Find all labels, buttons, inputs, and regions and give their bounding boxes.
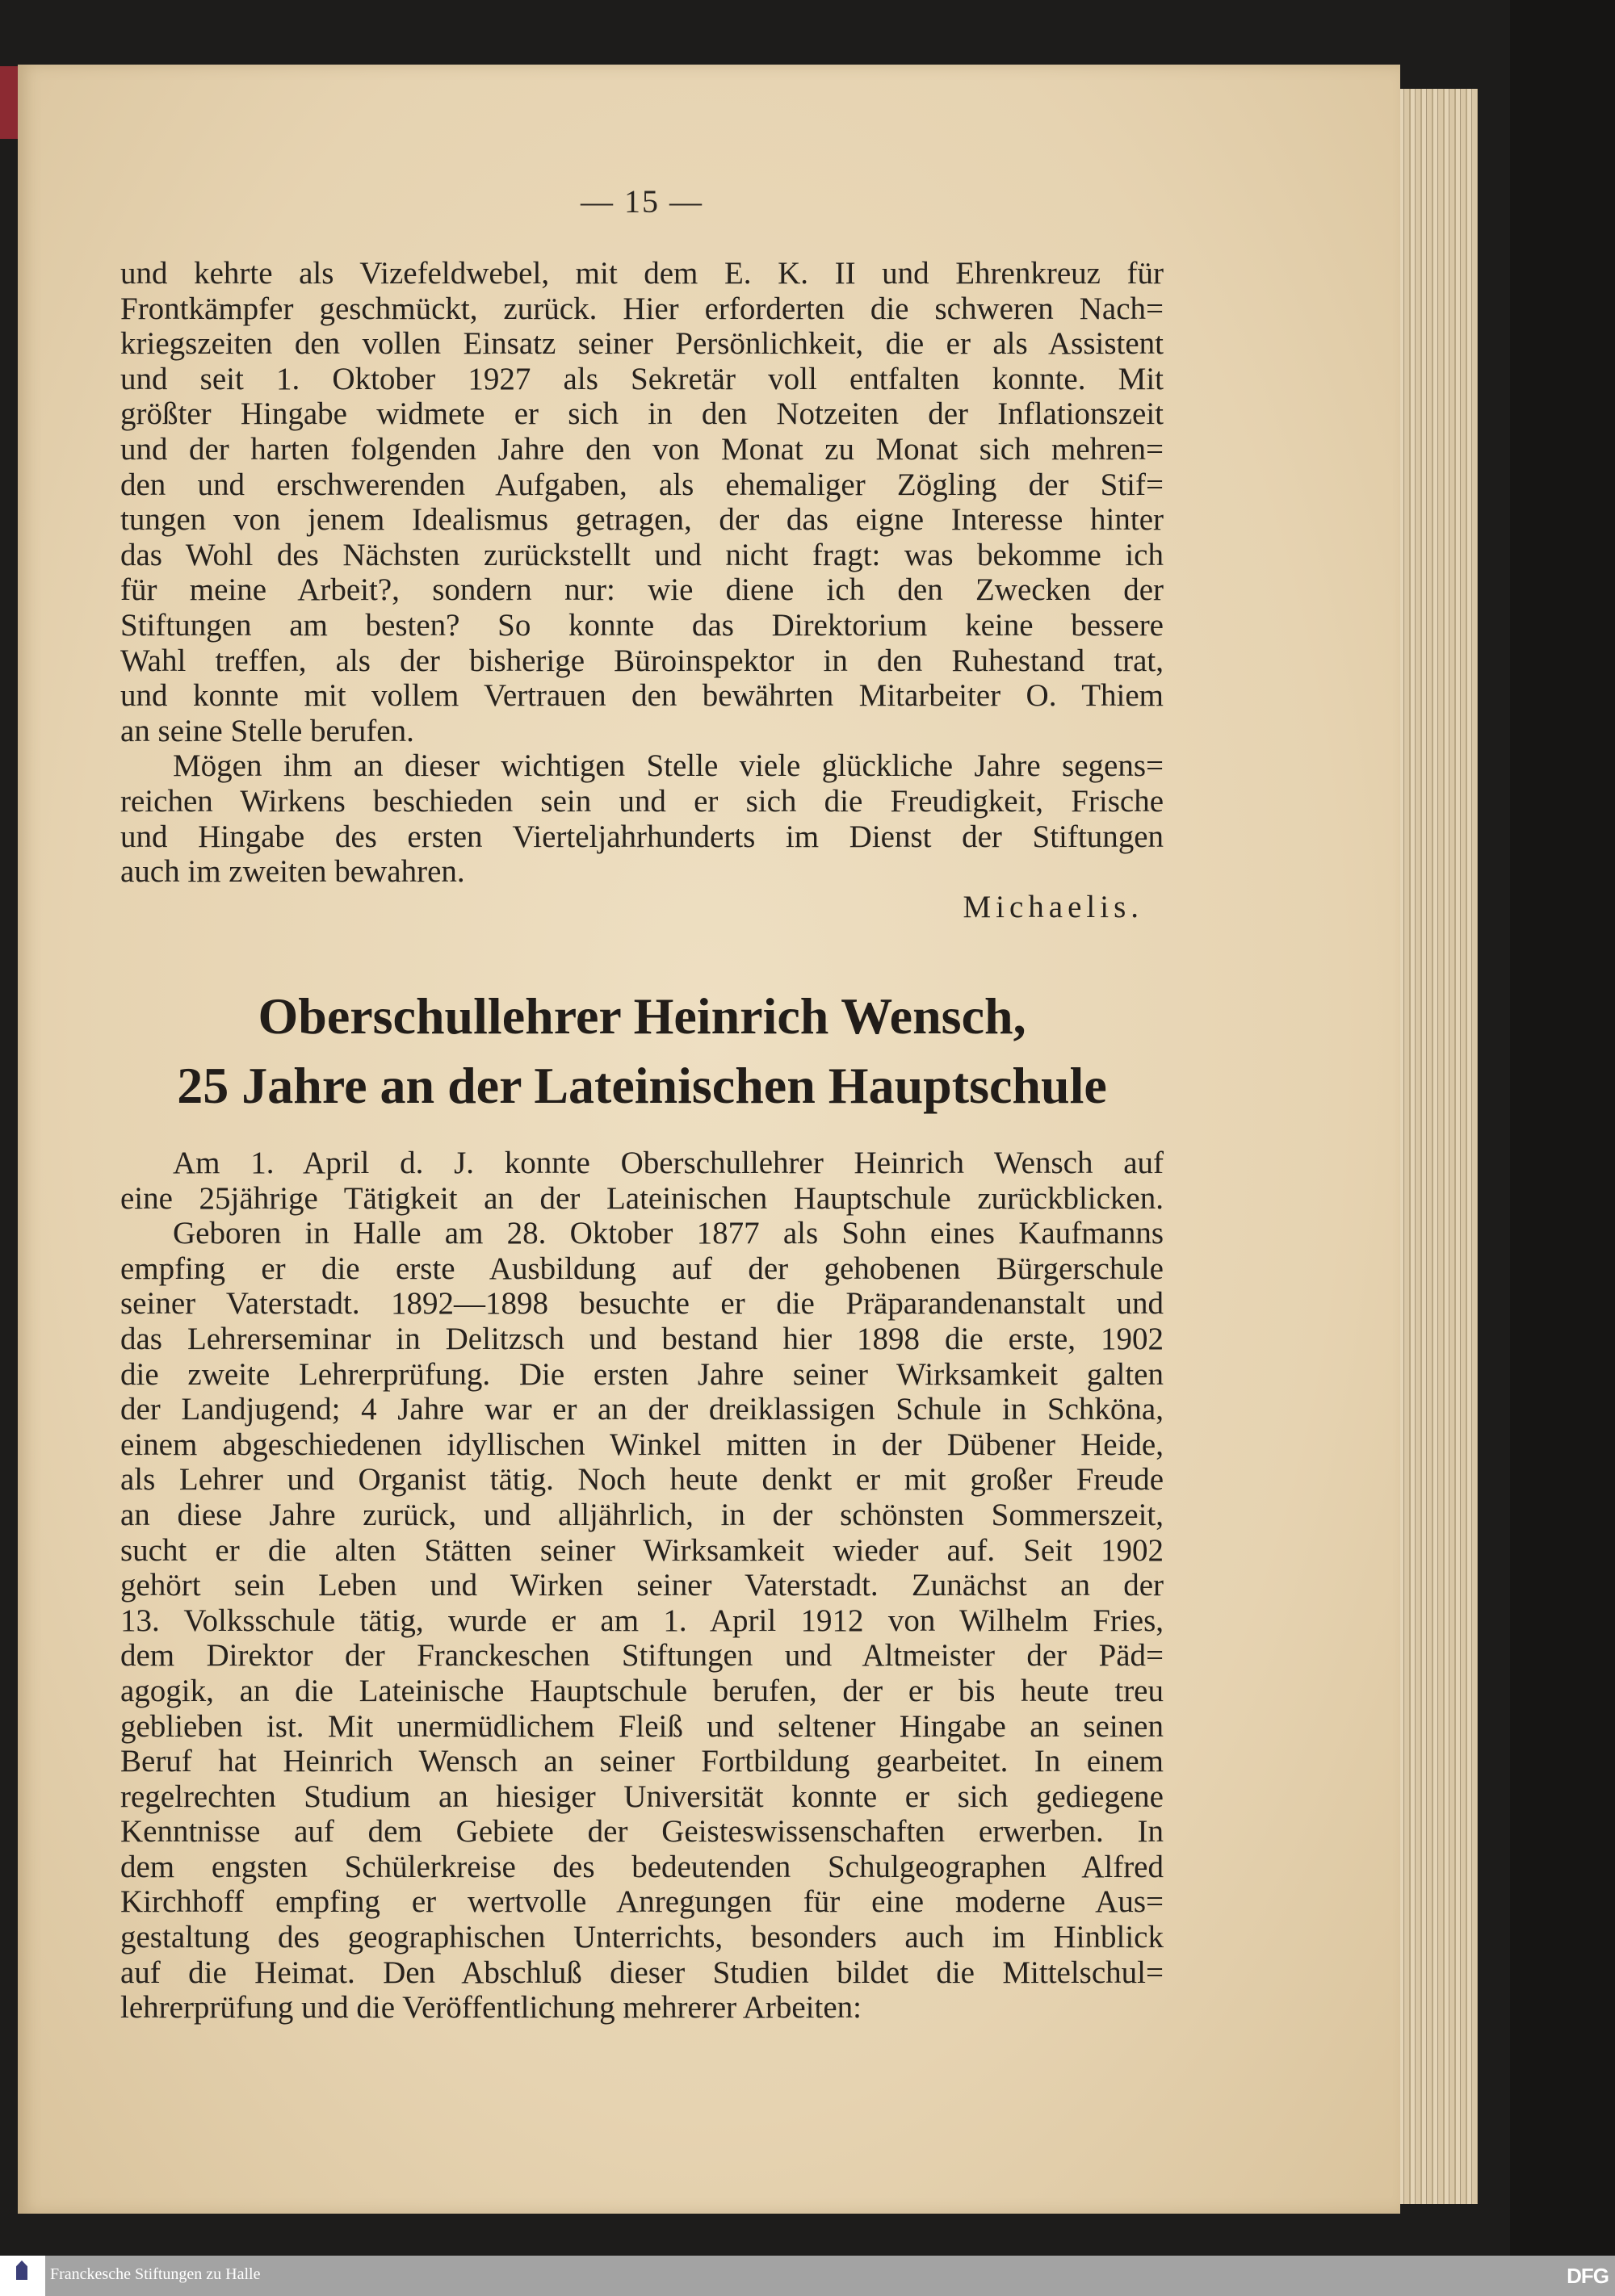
text-line: tungen von jenem Idealismus getragen, der das eigne Interesse hinter [120, 502, 1164, 538]
text-line: der Landjugend; 4 Jahre war er an der dreiklassigen Schule in Schköna, [120, 1392, 1164, 1427]
text-line: geblieben ist. Mit unermüdlichem Fleiß und seltener Hingabe an seinen [120, 1708, 1164, 1744]
dfg-logo[interactable]: DFG [1567, 2264, 1609, 2288]
page-number: — 15 — [581, 183, 703, 220]
footer-bar [0, 2256, 1615, 2296]
text-line: reichen Wirkens beschieden sein und er sich die Freudigkeit, Frische [120, 783, 1164, 819]
text-line: die zweite Lehrerprüfung. Die ersten Jahre seiner Wirksamkeit galten [120, 1356, 1164, 1392]
text-line: 13. Volksschule tätig, wurde er am 1. April 1912 von Wilhelm Fries, [120, 1603, 1164, 1638]
article-michaelis-text [120, 256, 1164, 924]
text-line: Beruf hat Heinrich Wensch an seiner Fortbildung gearbeitet. In einem [120, 1744, 1164, 1779]
text-line: empfing er die erste Ausbildung auf der gehobenen Bürgerschule [120, 1251, 1164, 1286]
text-line: seiner Vaterstadt. 1892—1898 besuchte er die Präparandenanstalt und [120, 1286, 1164, 1322]
text-line: Stiftungen am besten? So konnte das Direktorium keine bessere [120, 607, 1164, 643]
text-line: das Wohl des Nächsten zurückstellt und nicht fragt: was bekomme ich [120, 537, 1164, 572]
text-line: eine 25jährige Tätigkeit an der Lateinischen Hauptschule zurückblicken. [120, 1180, 1164, 1216]
page-edges [1393, 89, 1478, 2204]
text-line: und seit 1. Oktober 1927 als Sekretär voll entfalten konnte. Mit [120, 361, 1164, 396]
text-line: Mögen ihm an dieser wichtigen Stelle viele glückliche Jahre segens= [173, 748, 1164, 784]
text-line: den und erschwerenden Aufgaben, als ehemaliger Zögling der Stif= [120, 467, 1164, 502]
text-line: Kirchhoff empfing er wertvolle Anregungen für eine moderne Aus= [120, 1884, 1164, 1920]
text-line: regelrechten Studium an hiesiger Universität konnte er sich gediegene [120, 1779, 1164, 1814]
text-line: und Hingabe des ersten Vierteljahrhunderts im Dienst der Stiftungen [120, 819, 1164, 854]
text-line: das Lehrerseminar in Delitzsch und bestand hier 1898 die erste, 1902 [120, 1321, 1164, 1356]
text-line: gestaltung des geographischen Unterrichts, besonders auch im Hinblick [120, 1920, 1164, 1955]
article-heading [120, 982, 1164, 1121]
text-line: für meine Arbeit?, sondern nur: wie diene ich den Zwecken der [120, 572, 1164, 608]
franckesche-stiftungen-logo-icon[interactable] [0, 2256, 45, 2296]
article-wensch-text [120, 1146, 1164, 2026]
text-line: als Lehrer und Organist tätig. Noch heute denkt er mit großer Freude [120, 1462, 1164, 1498]
heading-line-1: Oberschullehrer Heinrich Wensch, [258, 987, 1026, 1045]
text-line: einem abgeschiedenen idyllischen Winkel mitten in der Dübener Heide, [120, 1427, 1164, 1462]
text-line: kriegszeiten den vollen Einsatz seiner Persönlichkeit, die er als Assistent [120, 326, 1164, 362]
text-line: lehrerprüfung und die Veröffentlichung mehrerer Arbeiten: [120, 1990, 862, 2026]
text-line: sucht er die alten Stätten seiner Wirksamkeit wieder auf. Seit 1902 [120, 1532, 1164, 1568]
text-line: gehört sein Leben und Wirken seiner Vaterstadt. Zunächst an der [120, 1568, 1164, 1603]
author-signature: Michaelis. [963, 889, 1143, 924]
text-line: auf die Heimat. Den Abschluß dieser Studien bildet die Mittelschul= [120, 1955, 1164, 1990]
text-line: Am 1. April d. J. konnte Oberschullehrer Heinrich Wensch auf [173, 1146, 1164, 1180]
text-line: Kenntnisse auf dem Gebiete der Geisteswissenschaften erwerben. In [120, 1814, 1164, 1850]
text-line: Wahl treffen, als der bisherige Büroinspektor in den Ruhestand trat, [120, 643, 1164, 678]
text-line: auch im zweiten bewahren. [120, 854, 465, 890]
text-line: Geboren in Halle am 28. Oktober 1877 als Sohn eines Kaufmanns [173, 1216, 1164, 1251]
text-line: agogik, an die Lateinische Hauptschule berufen, der er bis heute treu [120, 1673, 1164, 1708]
text-line: an seine Stelle berufen. [120, 713, 414, 748]
text-line: größter Hingabe widmete er sich in den Notzeiten der Inflationszeit [120, 396, 1164, 432]
institution-link[interactable]: Franckesche Stiftungen zu Halle [50, 2265, 261, 2283]
text-line: dem Direktor der Franckeschen Stiftungen und Altmeister der Päd= [120, 1638, 1164, 1674]
text-line: und der harten folgenden Jahre den von Monat zu Monat sich mehren= [120, 431, 1164, 467]
text-line: und konnte mit vollem Vertrauen den bewährten Mitarbeiter O. Thiem [120, 678, 1164, 714]
heading-line-2: 25 Jahre an der Lateinischen Hauptschule [177, 1057, 1107, 1114]
text-line: an diese Jahre zurück, und alljährlich, in der schönsten Sommerszeit, [120, 1497, 1164, 1532]
text-line: dem engsten Schülerkreise des bedeutenden Schulgeographen Alfred [120, 1849, 1164, 1884]
text-line: Frontkämpfer geschmückt, zurück. Hier erforderten die schweren Nach= [120, 291, 1164, 326]
text-line: und kehrte als Vizefeldwebel, mit dem E. K. II und Ehrenkreuz für [120, 256, 1164, 291]
